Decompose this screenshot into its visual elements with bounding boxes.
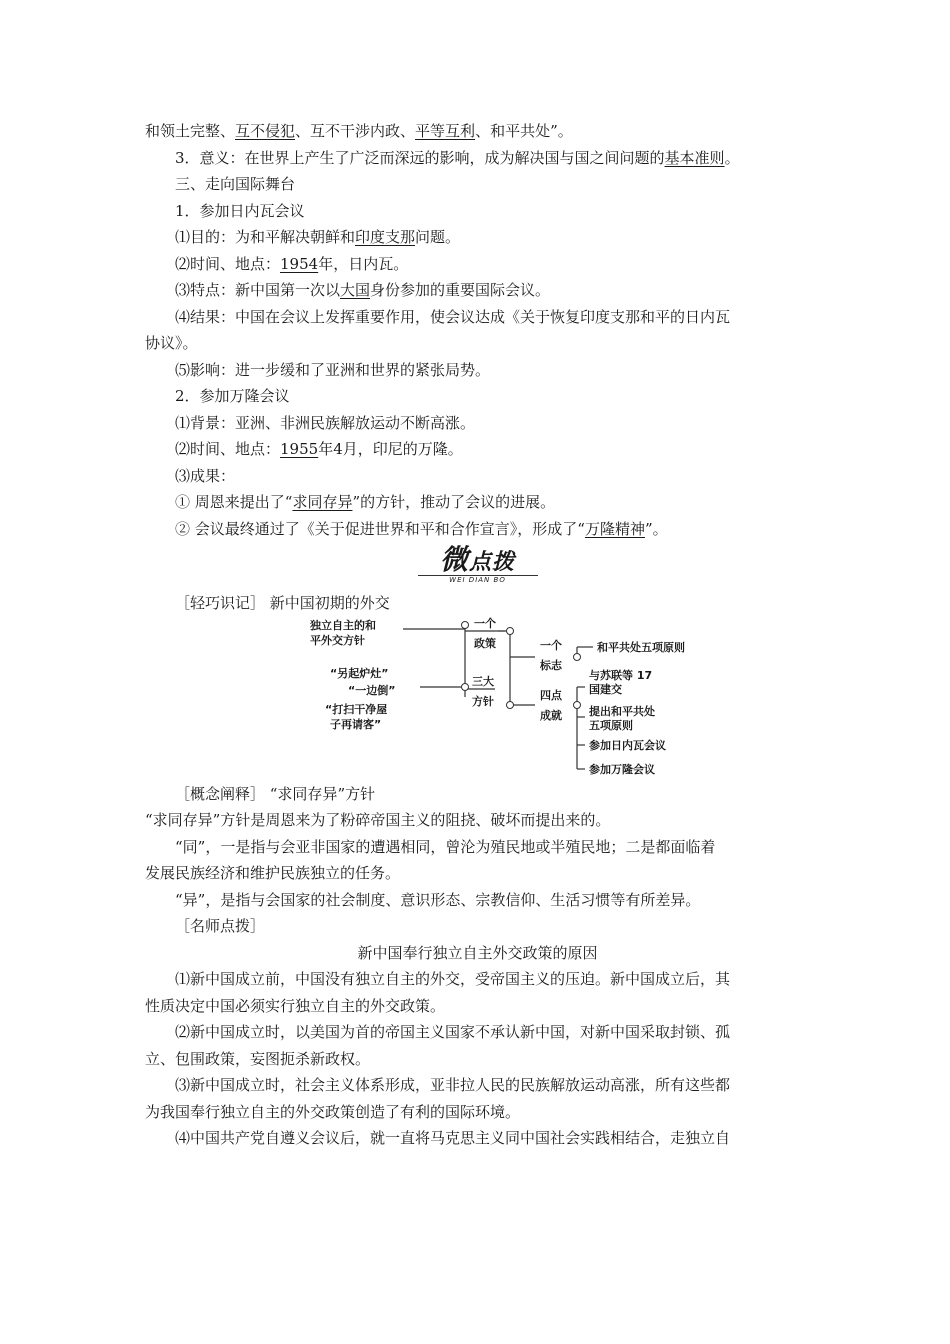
document-page [145, 118, 810, 1152]
reason-title: 新中国奉行独立自主外交政策的原因 [357, 943, 598, 962]
mm-achievement-1a: 与苏联等 17 [589, 668, 653, 682]
text-line: 和领土完整、互不侵犯、互不干涉内政、平等互利、和平共处”。 [145, 122, 573, 140]
text-line: 协议》。 [145, 334, 198, 352]
section-heading: 三、走向国际舞台 [175, 175, 296, 193]
mm-slogan-4: 子再请客” [330, 717, 382, 731]
mm-achievement-2a: 提出和平共处 [589, 704, 655, 718]
text-line: ⑴新中国成立前，中国没有独立自主的外交，受帝国主义的压迫。新中国成立后，其 [175, 970, 731, 988]
text-line: ⑶新中国成立时，社会主义体系形成，亚非拉人民的民族解放运动高涨，所有这些都 [175, 1076, 731, 1094]
text-line: 性质决定中国必须实行独立自主的外交政策。 [145, 996, 446, 1015]
text-line: ⑶成果： [175, 466, 236, 485]
text-line: 发展民族经济和维护民族独立的任务。 [145, 864, 401, 882]
mm-four-achievements-a: 四点 [540, 688, 562, 702]
text-line: “异”，是指与会国家的社会制度、意识形态、宗教信仰、生活习惯等有所差异。 [175, 890, 701, 909]
diplomacy-mind-map [165, 617, 810, 781]
text-line: ⑷中国共产党自遵义会议后，就一直将马克思主义同中国社会实践相结合，走独立自 [175, 1129, 731, 1147]
text-line: ⑸影响：进一步缓和了亚洲和世界的紧张局势。 [175, 360, 491, 379]
concept-heading: ［概念阐释］ “求同存异”方针 [175, 784, 376, 803]
mm-five-principles: 和平共处五项原则 [597, 640, 685, 654]
mm-achievement-2b: 五项原则 [589, 718, 633, 732]
badge-subtitle: WEI DIAN BO [449, 576, 506, 584]
teacher-tip-heading: ［名师点拨］ [175, 917, 266, 935]
mm-policy-line2: 平外交方针 [310, 633, 365, 647]
mm-three-guidelines-b: 方针 [472, 694, 494, 708]
tip-heading: ［轻巧识记］ 新中国初期的外交 [175, 594, 390, 612]
subsection-heading: 1．参加日内瓦会议 [175, 201, 305, 220]
text-line: “求同存异”方针是周恩来为了粉碎帝国主义的阻挠、破坏而提出来的。 [145, 811, 611, 829]
text-line: 立、包围政策，妄图扼杀新政权。 [145, 1049, 371, 1068]
text-line: ⑷结果：中国在会议上发挥重要作用，使会议达成《关于恢复印度支那和平的日内瓦 [175, 307, 731, 326]
text-line: ⑵新中国成立时，以美国为首的帝国主义国家不承认新中国，对新中国采取封锁、孤 [175, 1023, 731, 1041]
text-line: “同”，一是指与会亚非国家的遭遇相同，曾沦为殖民地或半殖民地；二是都面临着 [175, 837, 716, 856]
mm-one-mark-a: 一个 [540, 638, 562, 652]
badge-main-text: 点拨 [469, 549, 516, 575]
mm-slogan-1: “另起炉灶” [330, 666, 389, 680]
mm-slogan-2: “一边倒” [348, 683, 396, 697]
text-line: ⑵时间、地点：1955年4月，印尼的万隆。 [175, 440, 463, 458]
mm-achievement-1b: 国建交 [589, 682, 622, 696]
text-line: ① 周恩来提出了“求同存异”的方针，推动了会议的进展。 [175, 493, 556, 511]
mm-one-policy-b: 政策 [474, 636, 496, 650]
mm-one-policy-a: 一个 [474, 616, 496, 630]
mm-achievement-4: 参加万隆会议 [589, 762, 655, 776]
mm-four-achievements-b: 成就 [540, 708, 562, 722]
text-line: ⑴背景：亚洲、非洲民族解放运动不断高涨。 [175, 413, 476, 432]
wei-dian-bo-badge [145, 542, 810, 590]
text-line: 3．意义：在世界上产生了广泛而深远的影响，成为解决国与国之间问题的基本准则。 [175, 148, 740, 167]
mm-slogan-3: “打扫干净屋 [325, 702, 388, 716]
mm-policy-line1: 独立自主的和 [310, 618, 376, 632]
text-line: ⑵时间、地点：1954年，日内瓦。 [175, 254, 409, 273]
text-line: ② 会议最终通过了《关于促进世界和平和合作宣言》，形成了“万隆精神”。 [175, 519, 668, 538]
mm-three-guidelines-a: 三大 [472, 674, 494, 688]
badge-main-char: 微 [439, 543, 469, 576]
mm-achievement-3: 参加日内瓦会议 [589, 738, 666, 752]
text-line: ⑴目的：为和平解决朝鲜和印度支那问题。 [175, 228, 461, 246]
text-line: ⑶特点：新中国第一次以大国身份参加的重要国际会议。 [175, 281, 551, 299]
subsection-heading: 2．参加万隆会议 [175, 387, 290, 405]
mm-one-mark-b: 标志 [540, 658, 562, 672]
text-line: 为我国奉行独立自主的外交政策创造了有利的国际环境。 [145, 1102, 521, 1121]
